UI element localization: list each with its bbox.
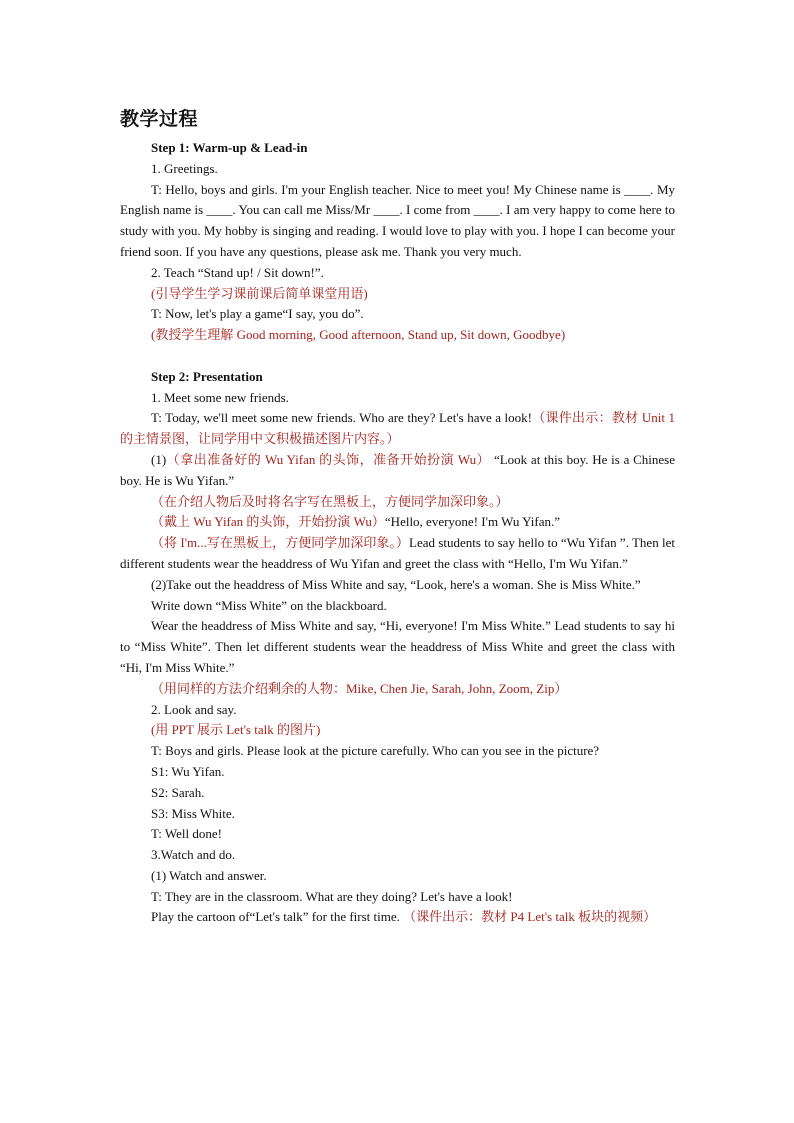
p1-text: “Look at this boy. He is a Chinese boy. He is Wu Yifan.” — [120, 451, 676, 488]
well-done-line: T: Well done! — [151, 826, 222, 842]
note-remaining-characters: （用同样的方法介绍剩余的人物：Mike, Chen Jie, Sarah, John, Zoom, Zip） — [151, 680, 568, 696]
classroom-line: T: They are in the classroom. What are they doing? Let's have a look! — [151, 888, 513, 904]
step2-heading: Step 2: Presentation — [151, 368, 263, 384]
s2-line: S2: Sarah. — [151, 784, 205, 800]
note-write-name: （在介绍人物后及时将名字写在黑板上，方便同学加深印象。） — [151, 493, 509, 509]
note-wear-headdress: （戴上 Wu Yifan 的头饰，开始扮演 Wu） — [151, 514, 385, 530]
wu-yifan-paragraph — [120, 450, 675, 492]
spacer — [120, 346, 675, 367]
teach-line: 2. Teach “Stand up! / Sit down!”. — [151, 264, 324, 280]
watch-do-line: 3.Watch and do. — [151, 847, 236, 863]
hello-wu-text: “Hello, everyone! I'm Wu Yifan.” — [384, 514, 560, 530]
today-note: （课件出示：教材 Unit 1 的主情景图，让同学用中文积极描述图片内容。） — [120, 410, 675, 447]
miss-white-paragraph: (2)Take out the headdress of Miss White and say, “Look, here's a woman. She is Miss White.” — [151, 576, 641, 592]
note-ppt-picture: (用 PPT 展示 Let's talk 的图片) — [151, 722, 321, 738]
s1-line: S1: Wu Yifan. — [151, 763, 225, 779]
meet-line: 1. Meet some new friends. — [151, 389, 289, 405]
step1-heading: Step 1: Warm-up & Lead-in — [151, 140, 308, 155]
play-cartoon-paragraph — [120, 907, 675, 928]
teacher-intro-paragraph: T: Hello, boys and girls. I'm your English teacher. Nice to meet you! My Chinese name is ____. My English name is ____. You can call me Miss/Mr ____. I come from ____. I am very happy to come here to study with you. My hobby is singing and reading. I would love to play with you. I hope I can become your friend soon. If you have any questions, please ask me. Thank you very much. — [120, 181, 675, 259]
lead-wu-paragraph — [120, 533, 675, 575]
note-greetings-vocabulary: (教授学生理解 Good morning, Good afternoon, Stand up, Sit down, Goodbye) — [151, 327, 566, 343]
today-text: T: Today, we'll meet some new friends. Who are they? Let's have a look! — [151, 410, 532, 426]
today-paragraph — [120, 408, 675, 450]
page-title: 教学过程 — [120, 108, 199, 130]
watch-answer-line: (1) Watch and answer. — [151, 867, 267, 883]
play-note: （课件出示：教材 P4 Let's talk 板块的视频） — [403, 909, 657, 925]
play-text: Play the cartoon of“Let's talk” for the first time. — [151, 909, 404, 925]
note-write-im: （将 I'm...写在黑板上，方便同学加深印象。） — [151, 535, 410, 551]
greetings-line: 1. Greetings. — [151, 160, 218, 176]
game-line: T: Now, let's play a game“I say, you do”. — [151, 306, 364, 322]
look-say-line: 2. Look and say. — [151, 701, 237, 717]
wear-white-paragraph: Wear the headdress of Miss White and say, “Hi, everyone! I'm Miss White.” Lead students to say hi to “Miss White”. Then let different students wear the headdress of Miss White and greet the class with “Hi, I'm Miss White.” — [120, 618, 675, 675]
note-classroom-phrases: (引导学生学习课前课后简单课堂用语) — [151, 285, 368, 301]
hello-wu-line — [120, 512, 675, 533]
lead-wu-text: Lead students to say hello to “Wu Yifan ”. Then let different students wear the headdress of Wu Yifan and greet the class with “Hello, I'm Wu Yifan.” — [120, 535, 675, 571]
p1-note: （拿出准备好的 Wu Yifan 的头饰，准备开始扮演 Wu） — [166, 451, 491, 467]
s3-line: S3: Miss White. — [151, 805, 235, 821]
write-down-line: Write down “Miss White” on the blackboard. — [151, 597, 387, 613]
p1-number: (1) — [151, 451, 167, 467]
lesson-body — [120, 138, 675, 928]
boys-girls-line: T: Boys and girls. Please look at the picture carefully. Who can you see in the picture? — [151, 743, 600, 759]
